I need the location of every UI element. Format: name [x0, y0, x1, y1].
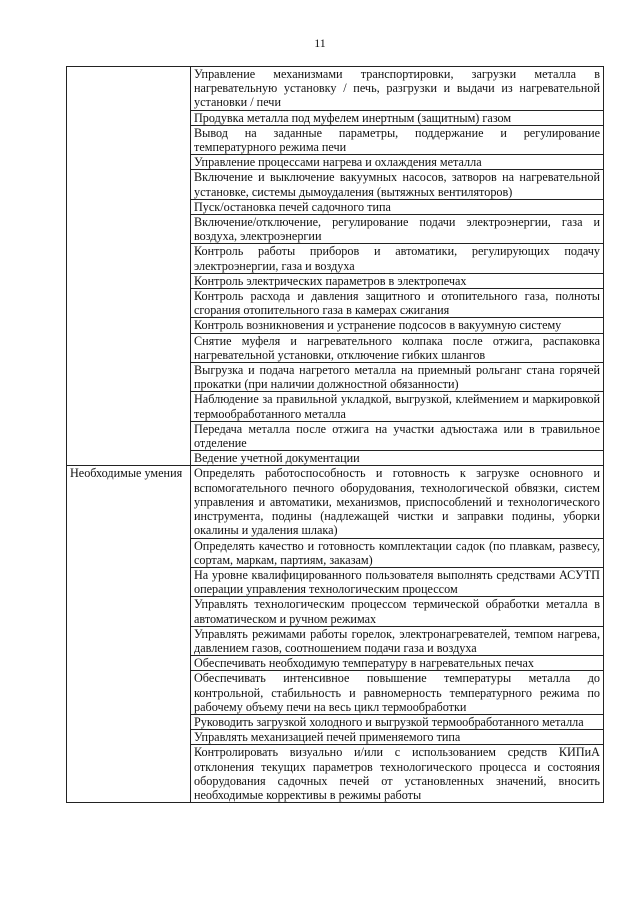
- table-cell: Контроль расхода и давления защитного и отопительного газа, полноты сгорания отопительного газа в камерах сжигания: [191, 289, 604, 318]
- table-cell: Управление процессами нагрева и охлаждения металла: [191, 155, 604, 170]
- table-cell: Продувка металла под муфелем инертным (защитным) газом: [191, 110, 604, 125]
- table-body: [67, 67, 604, 803]
- table-cell: Управлять механизацией печей применяемого типа: [191, 730, 604, 745]
- table-cell: Контроль возникновения и устранение подсосов в вакуумную систему: [191, 318, 604, 333]
- table-cell: Определять работоспособность и готовность к загрузке основного и вспомогательного печного оборудования, технологической обвязки, систем управления и автоматики, механизмов, приспособлений и технологического инструмента, подины (надлежащей чистки и заправки подины, уборки окалины и удаления шлака): [191, 466, 604, 538]
- table-cell: Управлять технологическим процессом термической обработки металла в автоматическом и ручном режимах: [191, 597, 604, 626]
- table-cell: Обеспечивать необходимую температуру в нагревательных печах: [191, 656, 604, 671]
- table-cell: Контролировать визуально и/или с использованием средств КИПиА отклонения текущих параметров технологического процесса и состояния оборудования садочных печей от установленных значений, вносить необходимые коррективы в режимы работы: [191, 745, 604, 803]
- table-cell: Пуск/остановка печей садочного типа: [191, 199, 604, 214]
- competency-table: [66, 66, 604, 803]
- page-number: 11: [314, 36, 326, 50]
- table-cell: Вывод на заданные параметры, поддержание и регулирование температурного режима печи: [191, 125, 604, 154]
- table-cell: Включение и выключение вакуумных насосов, затворов на нагревательной установке, системы дымоудаления (вытяжных вентиляторов): [191, 170, 604, 199]
- table-row: [67, 466, 604, 538]
- table-cell: Управление механизмами транспортировки, загрузки металла в нагревательную установку / печь, разгрузки и выдачи из нагревательной установки / печи: [191, 67, 604, 111]
- table-cell: Контроль работы приборов и автоматики, регулирующих подачу электроэнергии, газа и воздуха: [191, 244, 604, 273]
- table-cell: Управлять режимами работы горелок, электронагревателей, темпом нагрева, давлением газов, соотношением подачи газа и воздуха: [191, 626, 604, 655]
- table-cell: Передача металла после отжига на участки адъюстажа или в травильное отделение: [191, 421, 604, 450]
- table-cell: Снятие муфеля и нагревательного колпака после отжига, распаковка нагревательной установки, отключение гибких шлангов: [191, 333, 604, 362]
- table-row: [67, 67, 604, 111]
- table-cell: Руководить загрузкой холодного и выгрузкой термообработанного металла: [191, 714, 604, 729]
- table-cell: Наблюдение за правильной укладкой, выгрузкой, клеймением и маркировкой термообработанного металла: [191, 392, 604, 421]
- table-cell: Выгрузка и подача нагретого металла на приемный рольганг стана горячей прокатки (при наличии должностной обязанности): [191, 363, 604, 392]
- table-cell: Обеспечивать интенсивное повышение температуры металла до контрольной, стабильность и равномерность температурного режима по рабочему объему печи на весь цикл термообработки: [191, 671, 604, 715]
- section-label: Необходимые умения: [67, 466, 191, 803]
- table-cell: На уровне квалифицированного пользователя выполнять средствами АСУТП операции управления технологическим процессом: [191, 567, 604, 596]
- table-cell: Ведение учетной документации: [191, 451, 604, 466]
- table-cell: Включение/отключение, регулирование подачи электроэнергии, газа и воздуха, электроэнергии: [191, 215, 604, 244]
- section-label: [67, 67, 191, 466]
- table-cell: Контроль электрических параметров в электропечах: [191, 273, 604, 288]
- table-cell: Определять качество и готовность комплектации садок (по плавкам, развесу, сортам, маркам, партиям, заказам): [191, 538, 604, 567]
